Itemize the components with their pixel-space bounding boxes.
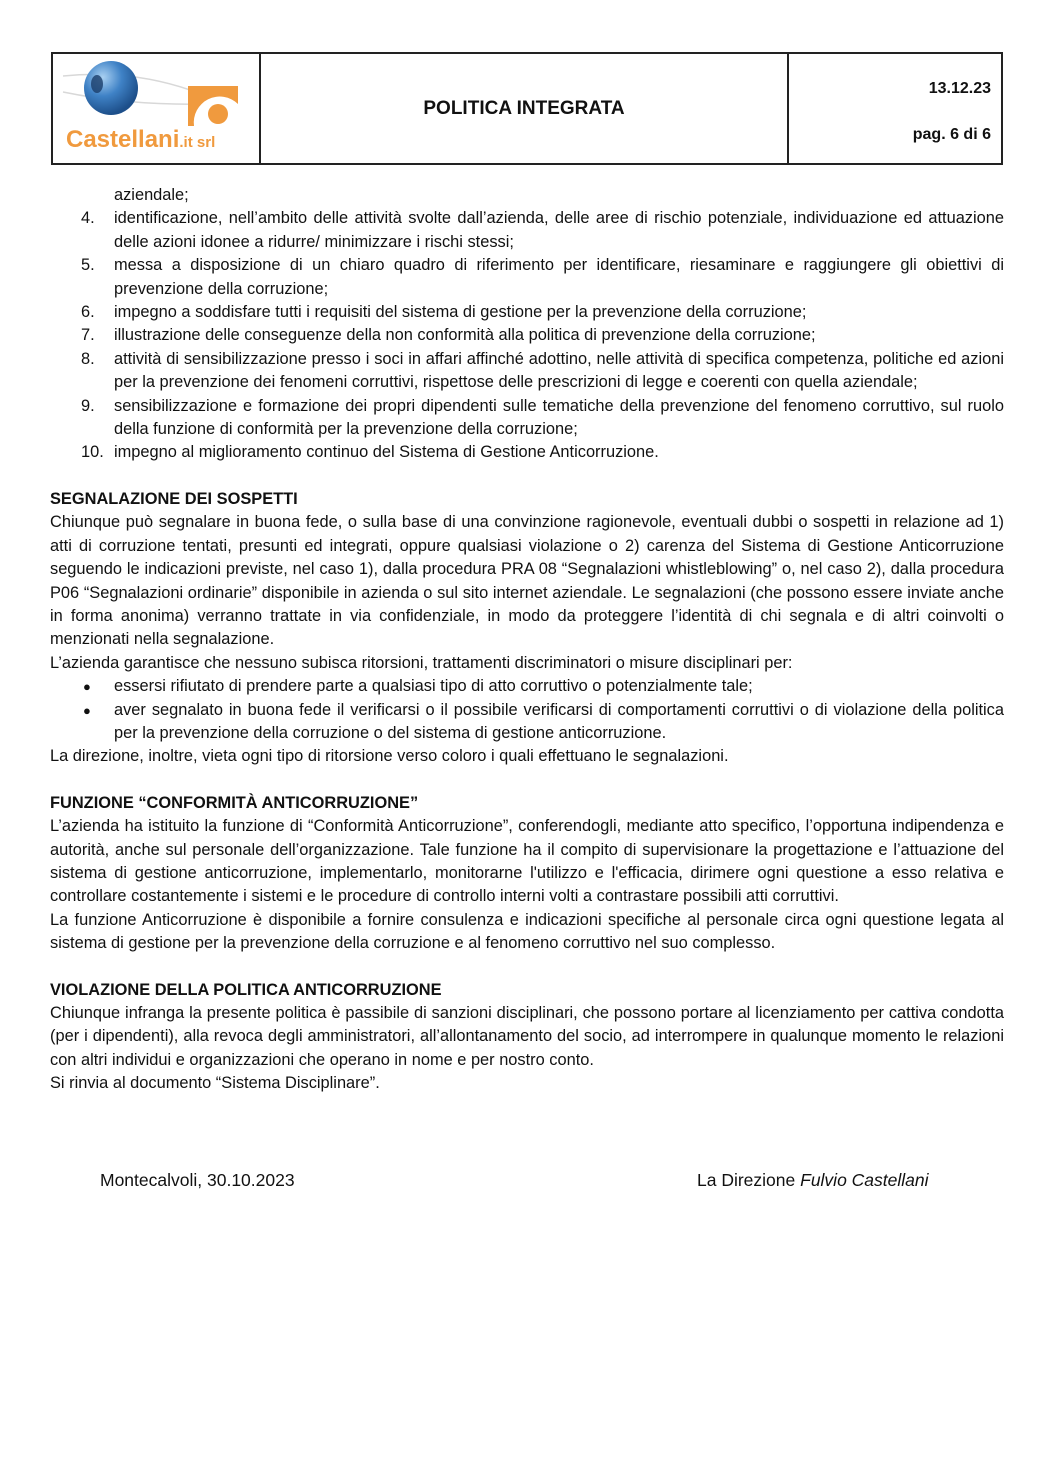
list-item: 9. sensibilizzazione e formazione dei propri dipendenti sulle tematiche della prevenzione del fenomeno corruttivo, sul ruolo della funzione di conformità per la prevenzione della corruzione; (81, 396, 1004, 439)
document-body (50, 184, 1004, 1096)
document-meta (789, 54, 1001, 163)
paragraph: Chiunque infranga la presente politica è passibile di sanzioni disciplinari, che possono portare al licenziamento per cattiva condotta (per i dipendenti), alla revoca degli amministratori, all’allontanamento del socio, ad interrompere in qualunque momento le relazioni con altri individui e organizzazioni che operano in nome e per nostro conto. (50, 1004, 1004, 1069)
list-item: 4. identificazione, nell’ambito delle attività svolte dall’azienda, delle aree di rischio potenziale, individuazione ed attuazione delle azioni idonee a ridurre/ minimizzare i rischi stessi; (81, 209, 1004, 251)
numbered-list (50, 207, 1004, 464)
paragraph: Si rinvia al documento “Sistema Disciplinare”. (50, 1074, 380, 1093)
document-header (51, 52, 1003, 165)
section-violazione (50, 979, 1004, 1096)
bullet-list (50, 675, 1004, 745)
list-item: 10. impegno al miglioramento continuo del Sistema di Gestione Anticorruzione. (81, 443, 659, 462)
bullet-item: ● aver segnalato in buona fede il verificarsi o il possibile verificarsi di comportamenti corruttivi o di violazione della politica per la prevenzione della corruzione o del sistema di gestione anticorruzione. (83, 700, 1004, 742)
section-segnalazione (50, 488, 1004, 769)
section-funzione (50, 792, 1004, 956)
page-number: pag. 6 di 6 (912, 126, 991, 143)
paragraph: L’azienda garantisce che nessuno subisca ritorsioni, trattamenti discriminatori o misure disciplinari per: (50, 653, 793, 672)
list-item: 7. illustrazione delle conseguenze della non conformità alla politica di prevenzione della corruzione; (81, 326, 816, 345)
list-item: 5. messa a disposizione di un chiaro quadro di riferimento per identificare, riesaminare e raggiungere gli obiettivi di prevenzione della corruzione; (81, 256, 1004, 298)
place-date: Montecalvoli, 30.10.2023 (100, 1170, 295, 1190)
bullet-item: ● essersi rifiutato di prendere parte a qualsiasi tipo di atto corruttivo o potenzialmente tale; (50, 675, 1004, 698)
list-item: 6. impegno a soddisfare tutti i requisiti del sistema di gestione per la prevenzione della corruzione; (81, 303, 807, 322)
signature: La Direzione Fulvio Castellani (697, 1170, 929, 1190)
logo-text: Castellani.it srl (66, 126, 216, 153)
globe-logo-icon (61, 58, 251, 128)
paragraph: La funzione Anticorruzione è disponibile a fornire consulenza e indicazioni specifiche al personale circa ogni questione legata al sistema di gestione per la prevenzione della corruzione e al fenomeno corruttivo nel suo complesso. (50, 910, 1004, 953)
bullet-icon: ● (83, 679, 91, 695)
paragraph: Chiunque può segnalare in buona fede, o sulla base di una convinzione ragionevole, eventuali dubbi o sospetti in relazione ad 1) atti di corruzione tentati, presunti ed integrati, oppure qualsiasi violazione o 2) carenza del Sistema di Gestione Anticorruzione seguendo le indicazioni previste, nel caso 1), dalla procedura PRA 08 “Segnalazioni whistleblowing” o, nel caso 2), dalla procedura P06 “Segnalazioni ordinarie” disponibile in azienda o sul sito internet aziendale. Le segnalazioni (che possono essere inviate anche in forma anonima) verranno trattate in via confidenziale, in modo da proteggere l’identità di chi segnala e di altri coinvolti o menzionati nella segnalazione. (50, 513, 1004, 649)
company-logo (53, 54, 261, 163)
section-heading: FUNZIONE “CONFORMITÀ ANTICORRUZIONE” (50, 793, 419, 812)
list-continuation: aziendale; (114, 186, 189, 204)
paragraph: La direzione, inoltre, vieta ogni tipo di ritorsione verso coloro i quali effettuano le segnalazioni. (50, 747, 729, 766)
document-title: POLITICA INTEGRATA (261, 54, 789, 163)
bullet-icon: ● (83, 702, 91, 718)
signatory-name: Fulvio Castellani (800, 1170, 929, 1190)
section-heading: SEGNALAZIONE DEI SOSPETTI (50, 489, 298, 508)
list-item: 8. attività di sensibilizzazione presso i soci in affari affinché adottino, nelle attività di specifica competenza, politiche ed azioni per la prevenzione dei fenomeni corruttivi, rispettose delle prescrizioni di legge e coerenti con quella aziendale; (81, 349, 1004, 392)
revision-date: 13.12.23 (928, 80, 991, 97)
section-heading: VIOLAZIONE DELLA POLITICA ANTICORRUZIONE (50, 980, 442, 999)
paragraph: L’azienda ha istituito la funzione di “Conformità Anticorruzione”, conferendogli, mediante atto specifico, l’opportuna indipendenza e autorità, anche sul personale dell’organizzazione. Tale funzione ha il compito di supervisionare la progettazione e l’attuazione del sistema di gestione anticorruzione, implementarlo, monitorarne l'utilizzo e l'efficacia, dirimere ogni questione a esso relativa e controllare costantemente i sistemi e le procedure di controllo interni volti a contrastare possibili atti corruttivi. (50, 817, 1004, 906)
